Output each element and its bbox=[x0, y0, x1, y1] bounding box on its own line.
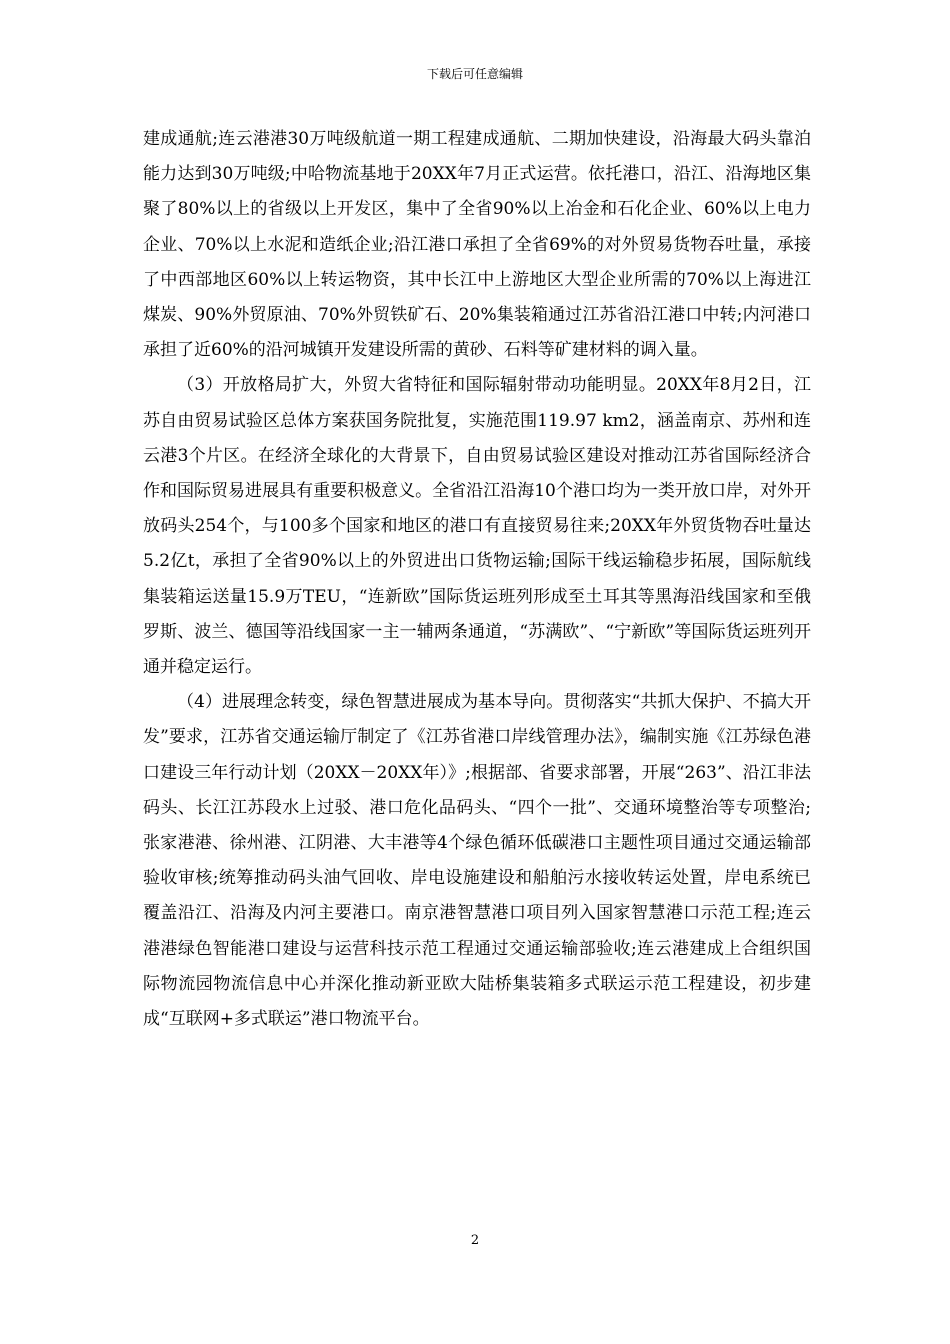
body-text bbox=[143, 122, 811, 1037]
page-number: 2 bbox=[470, 1233, 480, 1248]
paragraph-2: （3）开放格局扩大，外贸大省特征和国际辐射带动功能明显。20XX年8月2日，江苏自由贸易试验区总体方案获国务院批复，实施范围119.97 km2，涵盖南京、苏州和连云港3个片区。在经济全球化的大背景下，自由贸易试验区建设对推动江苏省国际经济合作和国际贸易进展具有重要积极意义。全省沿江沿海10个港口均为一类开放口岸，对外开放码头254个，与100多个国家和地区的港口有直接贸易往来;20XX年外贸货物吞吐量达5.2亿t，承担了全省90%以上的外贸进出口货物运输;国际干线运输稳步拓展，国际航线集装箱运送量15.9万TEU，“连新欧”国际货运班列形成至土耳其等黑海沿线国家和至俄罗斯、波兰、德国等沿线国家一主一辅两条通道，“苏满欧”、“宁新欧”等国际货运班列开通并稳定运行。 bbox=[143, 375, 811, 678]
paragraph-1: 建成通航;连云港港30万吨级航道一期工程建成通航、二期加快建设，沿海最大码头靠泊能力达到30万吨级;中哈物流基地于20XX年7月正式运营。依托港口，沿江、沿海地区集聚了80%以上的省级以上开发区，集中了全省90%以上冶金和石化企业、60%以上电力企业、70%以上水泥和造纸企业;沿江港口承担了全省69%的对外贸易货物吞吐量，承接了中西部地区60%以上转运物资，其中长江中上游地区大型企业所需的70%以上海进江煤炭、90%外贸原油、70%外贸铁矿石、20%集装箱通过江苏省沿江港口中转;内河港口承担了近60%的沿河城镇开发建设所需的黄砂、石料等矿建材料的调入量。 bbox=[143, 129, 811, 361]
paragraph-3: （4）进展理念转变，绿色智慧进展成为基本导向。贯彻落实“共抓大保护、不搞大开发”要求，江苏省交通运输厅制定了《江苏省港口岸线管理办法》，编制实施《江苏绿色港口建设三年行动计划（20XX－20XX年）》;根据部、省要求部署，开展“263”、沿江非法码头、长江江苏段水上过驳、港口危化品码头、“四个一批”、交通环境整治等专项整治;张家港港、徐州港、江阴港、大丰港等4个绿色循环低碳港口主题性项目通过交通运输部验收审核;统筹推动码头油气回收、岸电设施建设和船舶污水接收转运处置，岸电系统已覆盖沿江、沿海及内河主要港口。南京港智慧港口项目列入国家智慧港口示范工程;连云港港绿色智能港口建设与运营科技示范工程通过交通运输部验收;连云港建成上合组织国际物流园物流信息中心并深化推动新亚欧大陆桥集装箱多式联运示范工程建设，初步建成“互联网+多式联运”港口物流平台。 bbox=[143, 692, 811, 1030]
page-header: 下载后可任意编辑 bbox=[426, 67, 523, 81]
